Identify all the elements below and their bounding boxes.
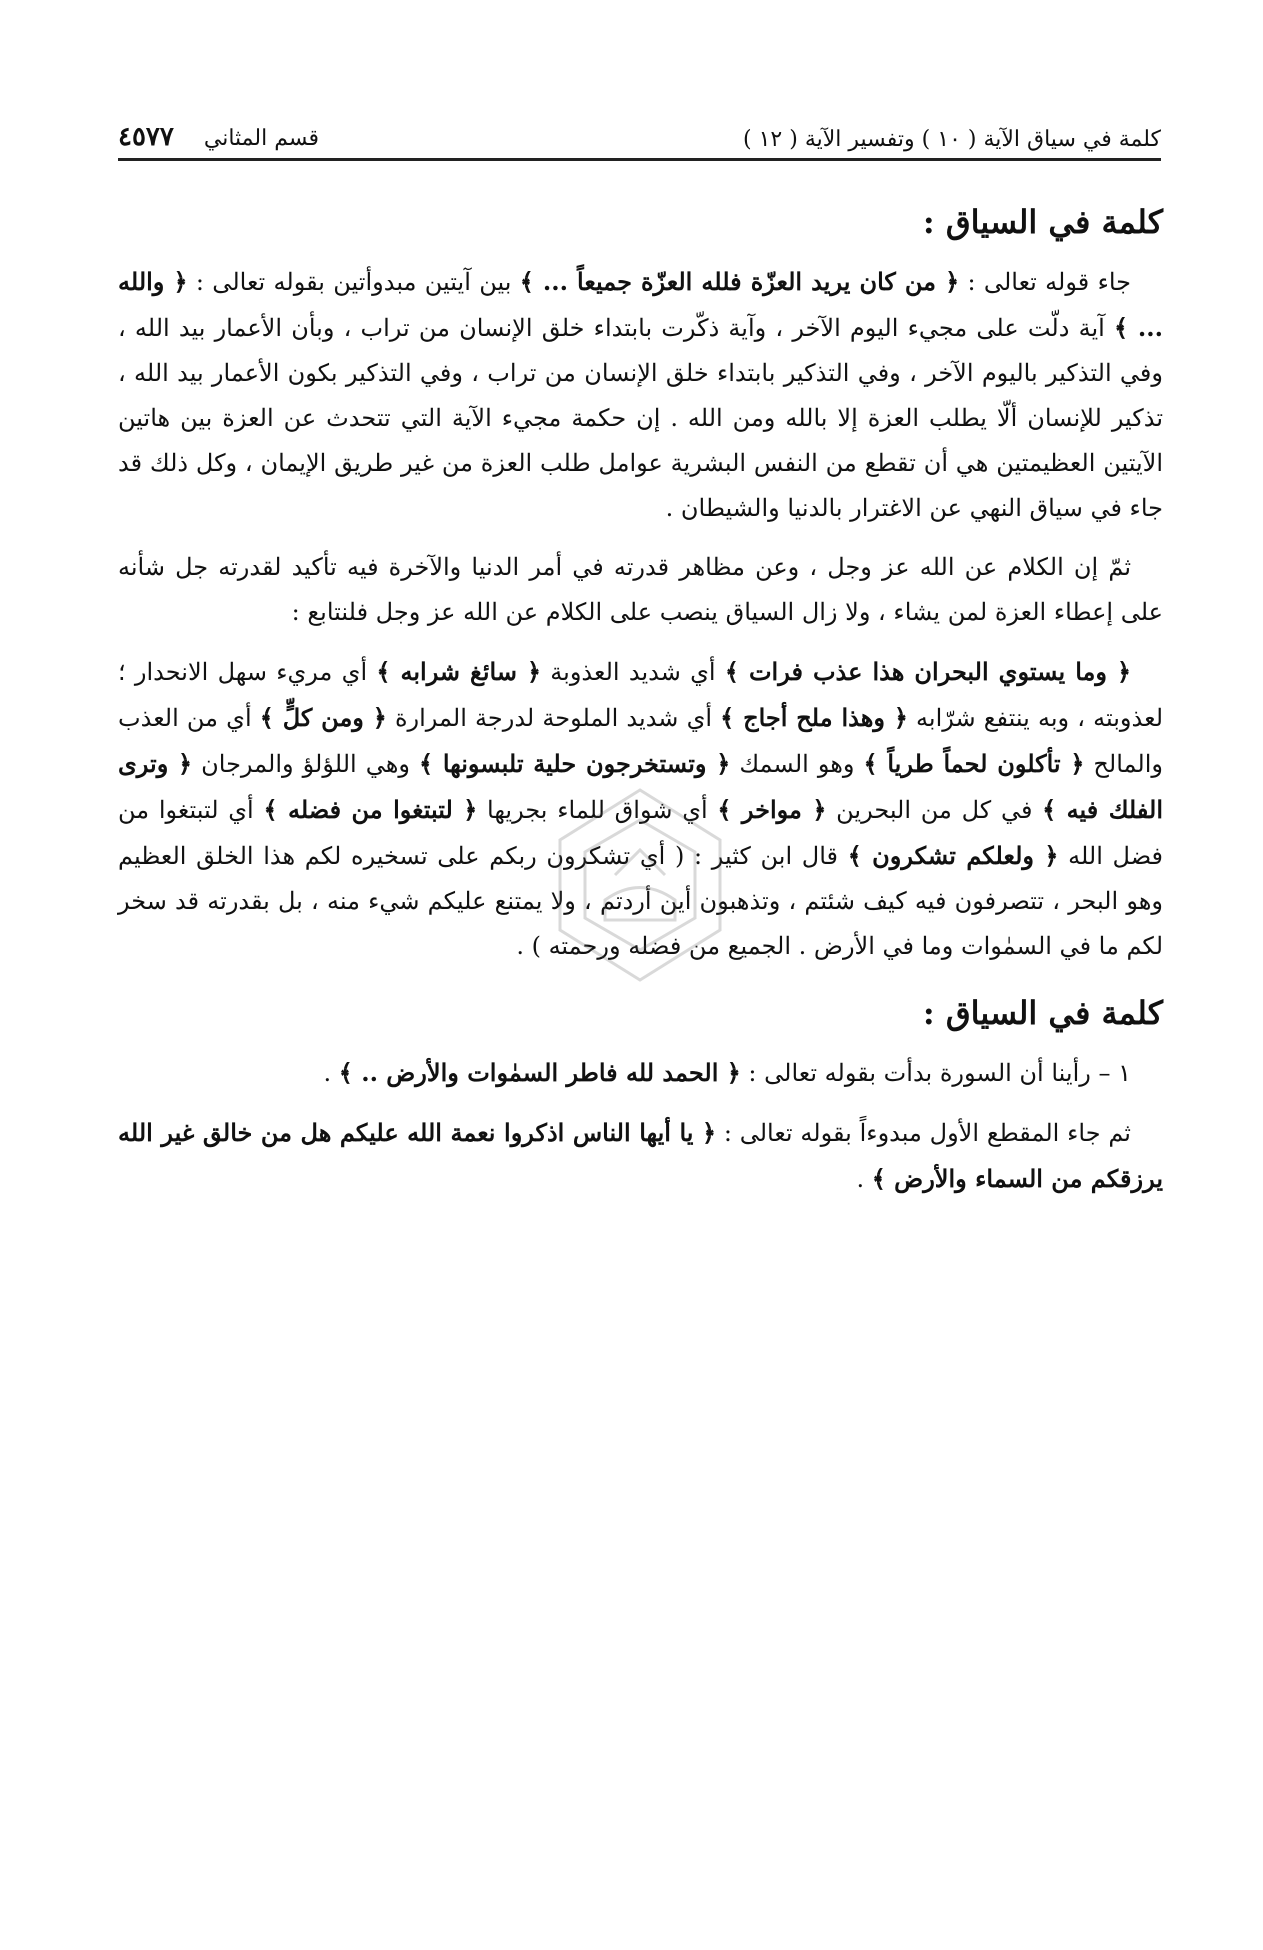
text-run: جاء قوله تعالى : bbox=[959, 267, 1132, 296]
quran-quote: ﴿ وترى الفلك فيه ﴾ bbox=[118, 748, 1163, 824]
page-number: ٤٥٧٧ bbox=[118, 122, 174, 152]
page-body bbox=[118, 200, 1163, 1216]
text-run: أي شديد العذوبة bbox=[541, 657, 725, 686]
quran-quote: ﴿ من كان يريد العزّة فلله العزّة جميعاً ... ﴾ bbox=[519, 266, 960, 296]
page-header bbox=[118, 108, 1161, 161]
quran-quote: ﴿ الحمد لله فاطر السمٰوات والأرض .. ﴾ bbox=[338, 1057, 741, 1087]
quran-quote: ﴿ ولعلكم تشكرون ﴾ bbox=[847, 840, 1059, 870]
text-run: وهي اللؤلؤ والمرجان bbox=[192, 749, 419, 778]
running-title: كلمة في سياق الآية ( ١٠ ) وتفسير الآية ( ١٢ ) bbox=[743, 127, 1161, 152]
paragraph bbox=[118, 259, 1163, 531]
section-name: قسم المثاني bbox=[203, 126, 319, 151]
text-run: ثم جاء المقطع الأول مبدوءاً بقوله تعالى : bbox=[716, 1118, 1131, 1147]
paragraph bbox=[118, 1050, 1163, 1096]
text-run: أي مريء سهل الانحدار ؛ لعذوبته ، وبه ينتفع شرّابه bbox=[118, 657, 1164, 732]
quran-quote: ﴿ يا أيها الناس اذكروا نعمة الله عليكم هل من خالق غير الله يرزقكم من السماء والأرض ﴾ bbox=[118, 1117, 1163, 1193]
quran-quote: ﴿ سائغ شرابه ﴾ bbox=[376, 656, 542, 686]
section-heading: كلمة في السياق : bbox=[922, 203, 1163, 241]
text-run: ١ – رأينا أن السورة بدأت بقوله تعالى : bbox=[740, 1058, 1131, 1087]
text-run: أي شواق للماء بجريها bbox=[477, 795, 718, 824]
paragraph bbox=[118, 1110, 1163, 1202]
text-run: آية دلّت على مجيء اليوم الآخر ، وآية ذكّرت بابتداء خلق الإنسان من تراب ، وبأن الأعمار بيد الله ، وفي التذكير باليوم الآخر ، وفي التذكير بابتداء خلق الإنسان من تراب ، وفي التذكير بكون الأعمار بيد الله ، تذكير للإنسان ألّا يطلب العزة إلا بالله ومن الله . إن حكمة مجيء الآية التي تتحدث عن العزة بين هاتين الآيتين العظيمتين هي أن تقطع من النفس البشرية عوامل طلب العزة من غير طريق الإيمان ، وكل ذلك قد جاء في سياق النهي عن الاغترار بالدنيا والشيطان . bbox=[118, 313, 1164, 522]
quran-quote: ﴿ ومن كلٍّ ﴾ bbox=[259, 702, 387, 732]
quran-quote: ﴿ وتستخرجون حلية تلبسونها ﴾ bbox=[419, 748, 731, 778]
text-run: . bbox=[323, 1058, 339, 1087]
quran-quote: ﴿ تأكلون لحماً طرياً ﴾ bbox=[863, 748, 1085, 778]
paragraph: ثمّ إن الكلام عن الله عز وجل ، وعن مظاهر قدرته في أمر الدنيا والآخرة فيه تأكيد لقدرته جل شأنه على إعطاء العزة لمن يشاء ، ولا زال السياق ينصب على الكلام عن الله عز وجل فلنتابع : bbox=[118, 552, 1163, 626]
text-run: في كل من البحرين bbox=[826, 795, 1043, 824]
quran-quote: ﴿ وما يستوي البحران هذا عذب فرات ﴾ bbox=[724, 656, 1132, 686]
text-run: بين آيتين مبدوأتين بقوله تعالى : bbox=[187, 267, 520, 296]
text-run: أي لتبتغوا من فضل الله bbox=[118, 795, 1163, 870]
quran-quote: ﴿ لتبتغوا من فضله ﴾ bbox=[263, 794, 478, 824]
quran-quote: ﴿ وهذا ملح أجاج ﴾ bbox=[720, 702, 908, 732]
quran-quote: ﴿ مواخر ﴾ bbox=[717, 794, 827, 824]
header-left-group bbox=[118, 122, 319, 152]
section-heading: كلمة في السياق : bbox=[922, 993, 1163, 1032]
text-run: . bbox=[856, 1164, 872, 1193]
spacer bbox=[118, 983, 1163, 991]
text-run: أي شديد الملوحة لدرجة المرارة bbox=[386, 703, 721, 732]
quran-quote: ﴿ والله ... ﴾ bbox=[118, 266, 1163, 342]
text-run: أي من العذب والمالح bbox=[118, 703, 1163, 778]
text-run: وهو السمك bbox=[730, 749, 864, 778]
paragraph bbox=[118, 649, 1163, 969]
text-run: قال ابن كثير : ( أي تشكرون ربكم على تسخيره لكم هذا الخلق العظيم وهو البحر ، تتصرفون فيه كيف شئتم ، وتذهبون أين أردتم ، ولا يمتنع عليكم شيء منه ، بل بقدرته قد سخر لكم ما في السمٰوات وما في الأرض . الجميع من فضله ورحمته ) . bbox=[118, 841, 1163, 960]
